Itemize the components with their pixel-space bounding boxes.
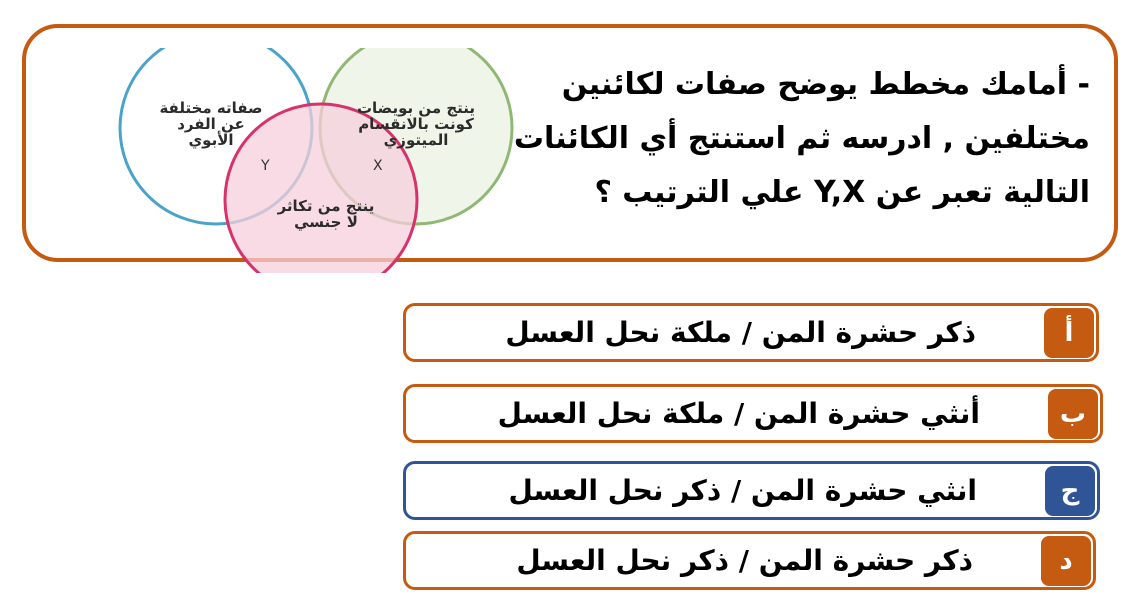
option-a-text: ذكر حشرة المن / ملكة نحل العسل xyxy=(505,316,976,349)
question-text xyxy=(490,58,1090,220)
option-b-text: أنثي حشرة المن / ملكة نحل العسل xyxy=(497,397,980,430)
option-c-text: انثي حشرة المن / ذكر نحل العسل xyxy=(508,474,977,507)
option-d-letter: د xyxy=(1041,536,1091,586)
venn-mark-y: Y xyxy=(261,158,270,174)
option-c[interactable] xyxy=(403,461,1100,520)
option-a-letter: أ xyxy=(1044,308,1094,358)
venn-svg xyxy=(96,48,546,273)
venn-mark-x: X xyxy=(373,158,383,174)
venn-label-green: ينتج من بويضات كونت بالانقسام الميتوزي xyxy=(356,99,476,149)
option-c-letter: ج xyxy=(1045,466,1095,516)
question-line-1: - أمامك مخطط يوضح صفات لكائنين xyxy=(561,67,1090,102)
venn-label-blue: صفاته مختلفة عن الفرد الأبوي xyxy=(159,99,263,149)
option-b-letter: ب xyxy=(1048,389,1098,439)
venn-label-pink: ينتج من تكاثر لا جنسي xyxy=(277,197,375,231)
option-d[interactable] xyxy=(403,531,1096,590)
option-d-text: ذكر حشرة المن / ذكر نحل العسل xyxy=(516,544,973,577)
option-b[interactable] xyxy=(403,384,1103,443)
venn-diagram xyxy=(96,48,546,273)
question-line-3: التالية تعبر عن Y,X علي الترتيب ؟ xyxy=(594,175,1090,210)
question-card xyxy=(22,24,1118,262)
option-a[interactable] xyxy=(403,303,1099,362)
question-line-2: مختلفين , ادرسه ثم استنتج أي الكائنات xyxy=(513,121,1090,156)
